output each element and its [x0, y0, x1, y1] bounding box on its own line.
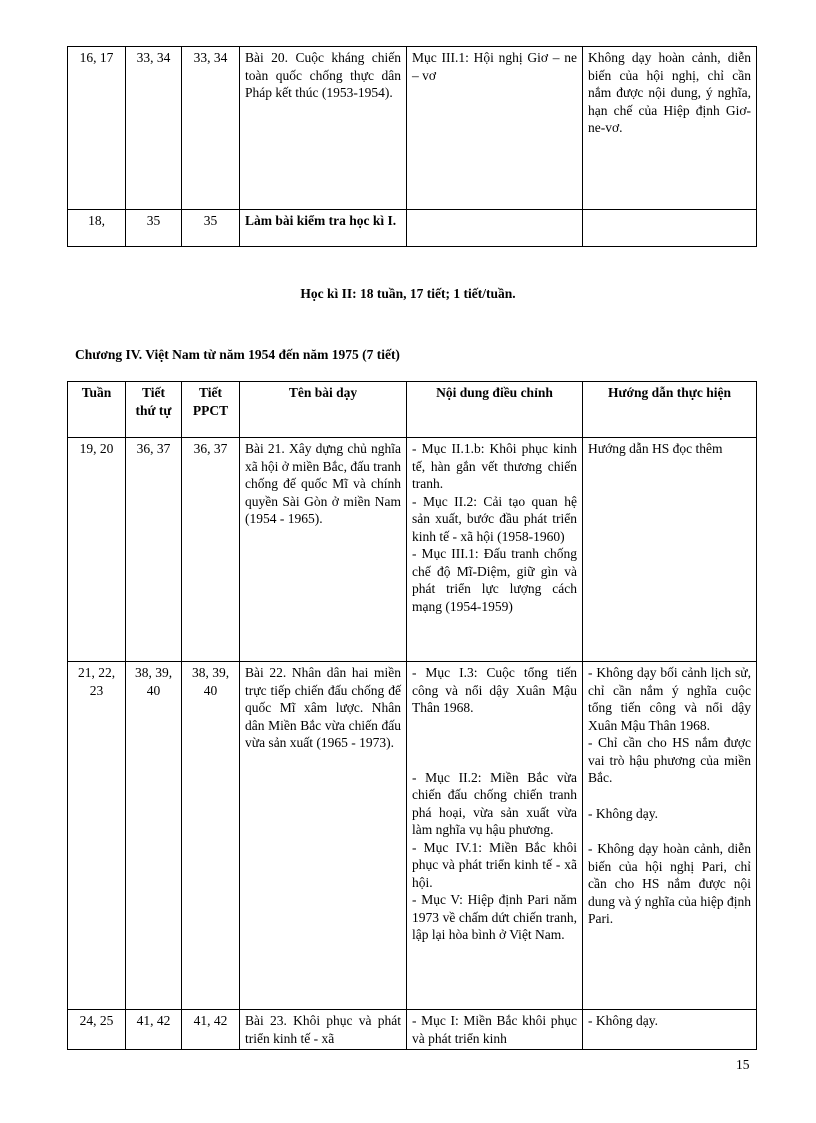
adjustment-item: - Mục II.1.b: Khôi phục kinh tế, hàn gắn vết thương chiến tranh. — [412, 441, 577, 491]
header-lesson-order: Tiết thứ tự — [126, 382, 182, 438]
week-cell: 18, — [68, 210, 126, 247]
adjustment-item: - Mục II.2: Cải tạo quan hệ sản xuất, bước đầu phát triển kinh tế - xã hội (1958-1960) — [412, 493, 577, 544]
table-row — [68, 1010, 757, 1050]
lesson-title-cell: Làm bài kiểm tra học kì I. — [240, 210, 407, 247]
header-ppct: Tiết PPCT — [182, 382, 240, 438]
guidance-cell — [583, 210, 757, 247]
table-row — [68, 438, 757, 662]
lesson-order-cell: 33, 34 — [126, 47, 182, 210]
week-cell: 16, 17 — [68, 47, 126, 210]
guidance-cell: - Không dạy. — [583, 1010, 757, 1050]
week-cell: 21, 22, 23 — [68, 662, 126, 1010]
table-header-row — [68, 382, 757, 438]
lesson-title-cell: Bài 22. Nhân dân hai miền trực tiếp chiến đấu chống đế quốc Mĩ xâm lược. Nhân dân Miền Bắc vừa chiến đấu vừa sản xuất (1965 - 1973). — [240, 662, 407, 1010]
lesson-order-cell: 38, 39, 40 — [126, 662, 182, 1010]
table-row — [68, 47, 757, 210]
header-week: Tuần — [68, 382, 126, 438]
adjustment-cell — [407, 662, 583, 1010]
lesson-title-cell: Bài 21. Xây dựng chủ nghĩa xã hội ở miền Bắc, đấu tranh chống đế quốc Mĩ và chính quyền Sài Gòn ở miền Nam (1954 - 1965). — [240, 438, 407, 662]
adjustment-item: - Mục V: Hiệp định Pari năm 1973 về chấm dứt chiến tranh, lập lại hòa bình ở Việt Nam. — [412, 892, 577, 942]
ppct-cell: 36, 37 — [182, 438, 240, 662]
lesson-order-cell: 41, 42 — [126, 1010, 182, 1050]
header-title: Tên bài dạy — [240, 382, 407, 438]
ppct-cell: 33, 34 — [182, 47, 240, 210]
guidance-cell: Không dạy hoàn cảnh, diễn biến của hội nghị, chỉ cần nắm được nội dung, ý nghĩa, hạn chế của Hiệp định Giơ-ne-vơ. — [583, 47, 757, 210]
semester-heading: Học kì II: 18 tuần, 17 tiết; 1 tiết/tuần. — [300, 286, 516, 301]
spacer — [588, 787, 751, 805]
spacer — [588, 822, 751, 840]
header-guidance: Hướng dẫn thực hiện — [583, 382, 757, 438]
guidance-cell: Hướng dẫn HS đọc thêm — [583, 438, 757, 662]
adjustment-cell: Mục III.1: Hội nghị Giơ – ne – vơ — [407, 47, 583, 210]
chapter-heading: Chương IV. Việt Nam từ năm 1954 đến năm 1975 (7 tiết) — [75, 347, 400, 362]
lesson-title-cell: Bài 20. Cuộc kháng chiến toàn quốc chống thực dân Pháp kết thúc (1953-1954). — [240, 47, 407, 210]
table-row — [68, 210, 757, 247]
ppct-cell: 38, 39, 40 — [182, 662, 240, 1010]
ppct-cell: 35 — [182, 210, 240, 247]
adjustment-cell — [407, 210, 583, 247]
adjustment-item: - Mục IV.1: Miền Bắc khôi phục và phát triển kinh tế - xã hội. — [412, 839, 577, 890]
week-cell: 24, 25 — [68, 1010, 126, 1050]
guidance-item: - Không dạy bối cảnh lịch sử, chỉ cần nắm ý nghĩa cuộc tổng tiến công và nổi dậy Xuân Mậu Thân 1968. — [588, 665, 751, 733]
ppct-cell: 41, 42 — [182, 1010, 240, 1050]
lesson-order-cell: 35 — [126, 210, 182, 247]
spacer — [412, 717, 577, 769]
adjustment-item: - Mục II.2: Miền Bắc vừa chiến đấu chống chiến tranh phá hoại, vừa sản xuất vừa làm nghĩa vụ hậu phương. — [412, 769, 577, 837]
guidance-item: - Không dạy hoàn cảnh, diễn biến của hội nghị Pari, chỉ cần cho HS nắm được nội dung và ý nghĩa của hiệp định Pari. — [588, 841, 751, 926]
lesson-order-cell: 36, 37 — [126, 438, 182, 662]
page-number: 15 — [736, 1057, 750, 1072]
header-adjustment: Nội dung điều chỉnh — [407, 382, 583, 438]
table-chapter-4 — [67, 381, 757, 1050]
week-cell: 19, 20 — [68, 438, 126, 662]
guidance-cell — [583, 662, 757, 1010]
table-semester-1-end — [67, 46, 757, 247]
table-row — [68, 662, 757, 1010]
adjustment-cell: - Mục I: Miền Bắc khôi phục và phát triển kinh — [407, 1010, 583, 1050]
adjustment-item: - Mục III.1: Đấu tranh chống chế độ Mĩ-Diệm, giữ gìn và phát triển lực lượng cách mạng (1954-1959) — [412, 546, 577, 614]
lesson-title-cell: Bài 23. Khôi phục và phát triển kinh tế - xã — [240, 1010, 407, 1050]
guidance-item: - Không dạy. — [588, 805, 658, 821]
adjustment-item: - Mục I.3: Cuộc tổng tiến công và nổi dậy Xuân Mậu Thân 1968. — [412, 665, 577, 715]
guidance-item: - Chỉ cần cho HS nắm được vai trò hậu phương của miền Bắc. — [588, 735, 751, 785]
adjustment-cell — [407, 438, 583, 662]
